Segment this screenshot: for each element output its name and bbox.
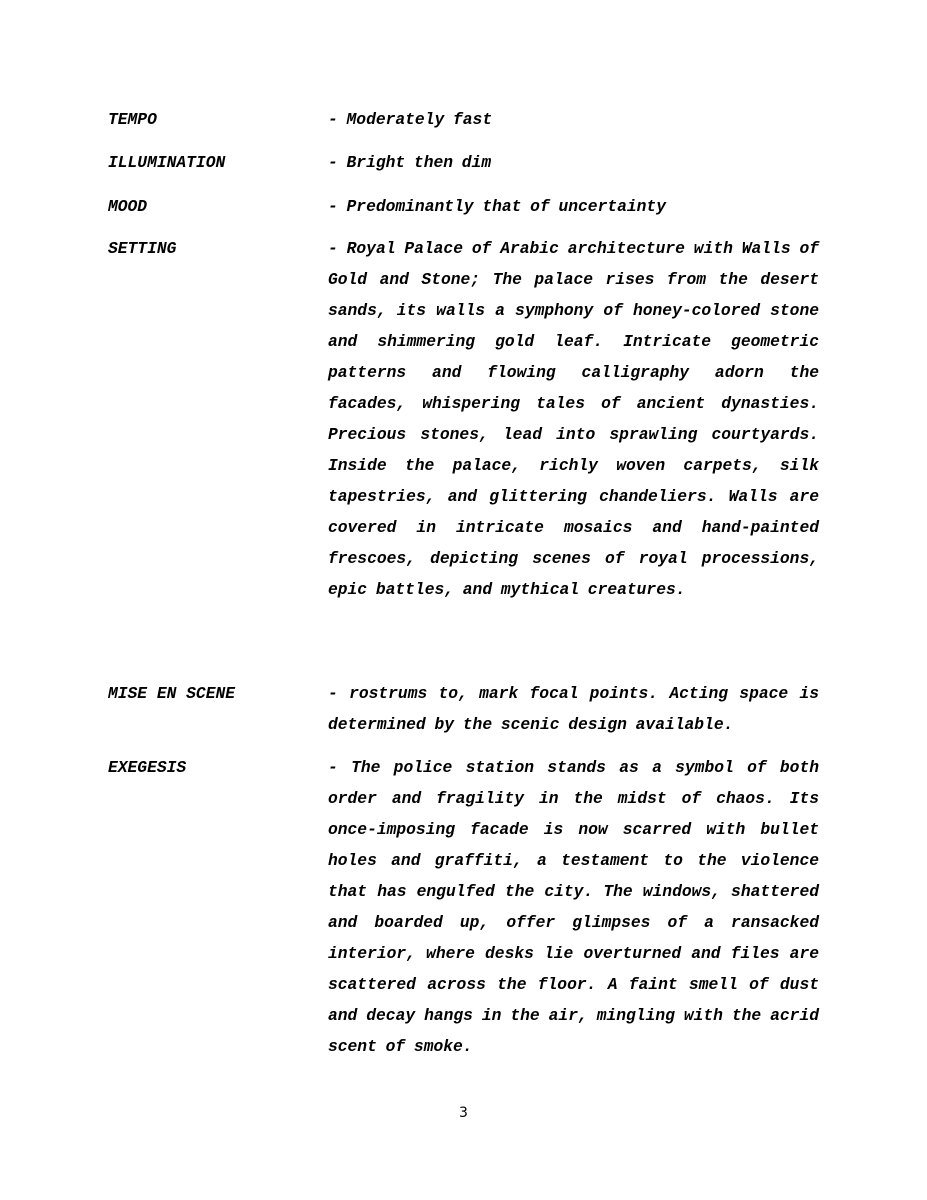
entry-text: - Predominantly that of uncertainty [328,197,666,216]
entry-text: - Royal Palace of Arabic architecture with Walls of Gold and Stone; The palace rises from the desert sands, its walls a symphony of honey-colored stone and shimmering gold leaf. Intricate geometric patterns and flowing calligraphy adorn the facades, whispering tales of ancient dynasties. Precious stones, lead into sprawling courtyards. Inside the palace, richly woven carpets, silk tapestries, and glittering chandeliers. Walls are covered in intricate mosaics and hand-painted frescoes, depicting scenes of royal processions, epic battles, and mythical creatures. [328,239,819,599]
entry-text: - Bright then dim [328,153,492,172]
entry-label: MISE EN SCENE [108,684,236,703]
entry-label: MOOD [108,197,148,216]
page-number: 3 [459,1105,468,1121]
entry-text: - The police station stands as a symbol of both order and fragility in the midst of chaos. Its once-imposing facade is now scarred with bullet holes and graffiti, a testament to the violence that has engulfed the city. The windows, shattered and boarded up, offer glimpses of a ransacked interior, where desks lie overturned and files are scattered across the floor. A faint smell of dust and decay hangs in the air, mingling with the acrid scent of smoke. [328,758,819,1056]
entry-label: TEMPO [108,110,157,129]
entry-text: - rostrums to, mark focal points. Acting space is determined by the scenic design available. [328,684,819,734]
entry-label: SETTING [108,239,177,258]
entry-text: - Moderately fast [328,110,493,129]
entry-label: ILLUMINATION [108,153,226,172]
entry-label: EXEGESIS [108,758,187,777]
